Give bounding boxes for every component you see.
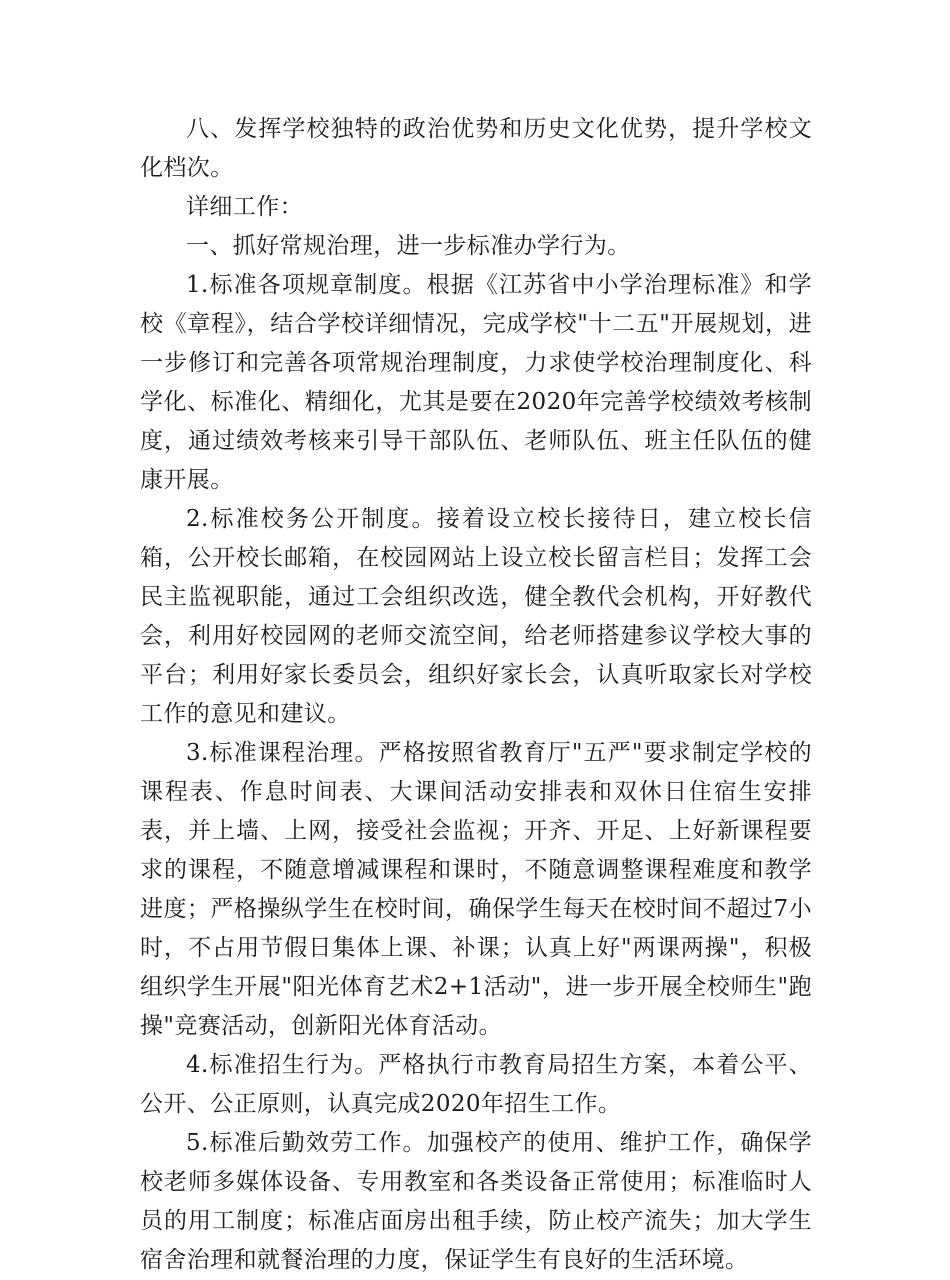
paragraph-item-1: 1.标准各项规章制度。根据《江苏省中小学治理标准》和学校《章程》，结合学校详细情况，完成学校"十二五"开展规划，进一步修订和完善各项常规治理制度，力求使学校治理制度化、科学化、标准化、精细化，尤其是要在2020年完善学校绩效考核制度，通过绩效考核来引导干部队伍、老师队伍、班主任队伍的健康开展。	[140, 272, 812, 493]
paragraph-section-eight: 八、发挥学校独特的政治优势和历史文化优势，提升学校文化档次。	[140, 116, 812, 181]
paragraph-item-5: 5.标准后勤效劳工作。加强校产的使用、维护工作，确保学校老师多媒体设备、专用教室和各类设备正常使用；标准临时人员的用工制度；标准店面房出租手续，防止校产流失；加大学生宿舍治理和就餐治理的力度，保证学生有良好的生活环境。	[140, 1130, 812, 1273]
paragraph-section-one-heading: 一、抓好常规治理，进一步标准办学行为。	[186, 233, 631, 259]
paragraph-item-3: 3.标准课程治理。严格按照省教育厅"五严"要求制定学校的课程表、作息时间表、大课间活动安排表和双休日住宿生安排表，并上墙、上网，接受社会监视；开齐、开足、上好新课程要求的课程，不随意增减课程和课时，不随意调整课程难度和教学进度；严格操纵学生在校时间，确保学生每天在校时间不超过7小时，不占用节假日集体上课、补课；认真上好"两课两操"，积极组织学生开展"阳光体育艺术2+1活动"，进一步开展全校师生"跑操"竞赛活动，创新阳光体育活动。	[140, 740, 812, 1039]
paragraph-item-2: 2.标准校务公开制度。接着设立校长接待日，建立校长信箱，公开校长邮箱，在校园网站上设立校长留言栏目；发挥工会民主监视职能，通过工会组织改选，健全教代会机构，开好教代会，利用好校园网的老师交流空间，给老师搭建参议学校大事的平台；利用好家长委员会，组织好家长会，认真听取家长对学校工作的意见和建议。	[140, 506, 812, 727]
paragraph-detailed-work-heading: 详细工作：	[186, 194, 303, 220]
document-body	[140, 110, 812, 1280]
paragraph-item-4: 4.标准招生行为。严格执行市教育局招生方案，本着公平、公开、公正原则，认真完成2020年招生工作。	[140, 1052, 812, 1117]
